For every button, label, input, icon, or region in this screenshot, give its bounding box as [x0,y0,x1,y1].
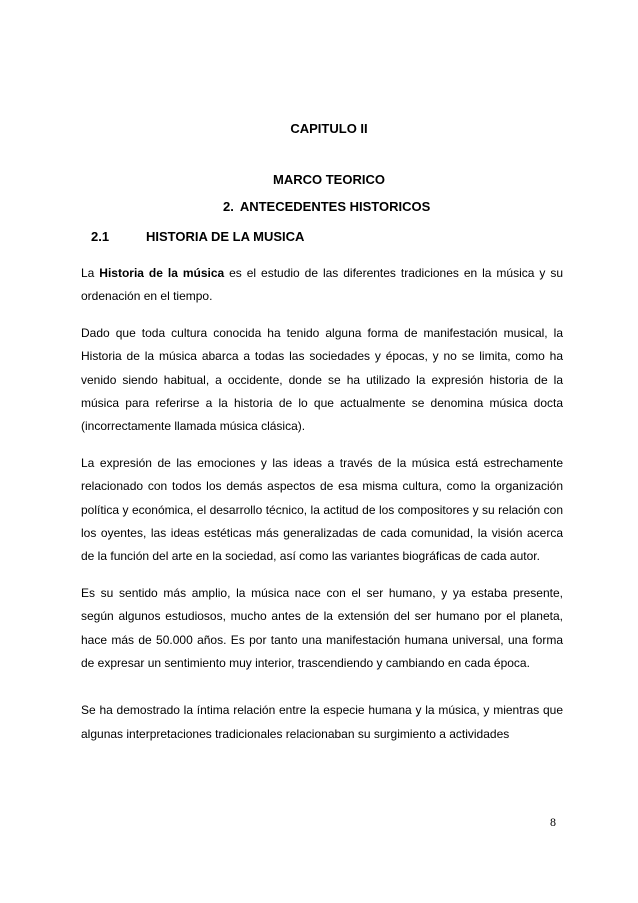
page-number: 8 [550,815,556,829]
section-heading [91,229,304,244]
paragraph-1-rest: es el estudio de las diferentes tradiciones en la música y su ordenación en el tiempo. [81,266,563,304]
paragraph-5: Se ha demostrado la íntima relación entre la especie humana y la música, y mientras que algunas interpretaciones tradicionales relacionaban su surgimiento a actividades [81,703,563,741]
section-title: HISTORIA DE LA MUSICA [146,229,305,244]
section-number: 2.1 [91,229,110,244]
numbered-heading-number: 2. [223,199,234,214]
body-text [81,262,563,759]
paragraph-2: Dado que toda cultura conocida ha tenido alguna forma de manifestación musical, la Historia de la música abarca a todas las sociedades y épocas, y no se limita, como ha venido siendo habitual, a occidente, donde se ha utilizado la expresión historia de la música para referirse a la historia de lo que actualmente se denomina música docta (incorrectamente llamada música clásica). [81,326,563,434]
paragraph-3: La expresión de las emociones y las ideas a través de la música está estrechamente relacionado con todos los demás aspectos de esa misma cultura, como la organización política y económica, el desarrollo técnico, la actitud de los compositores y su relación con los oyentes, las ideas estéticas más generalizadas de cada comunidad, la visión acerca de la función del arte en la sociedad, así como las variantes biográficas de cada autor. [81,456,563,564]
numbered-heading [223,199,430,214]
chapter-title: CAPITULO II [290,121,368,136]
paragraph-1-prefix: La [81,266,100,280]
paragraph-1-bold-term: Historia de la música [99,266,225,280]
paragraph-1 [81,262,563,309]
subtitle: MARCO TEORICO [273,172,385,187]
paragraph-4: Es su sentido más amplio, la música nace con el ser humano, y ya estaba presente, según algunos estudiosos, mucho antes de la extensión del ser humano por el planeta, hace más de 50.000 años. Es por tanto una manifestación humana universal, una forma de expresar un sentimiento muy interior, trascendiendo y cambiando en cada época. [81,586,563,670]
numbered-heading-text: ANTECEDENTES HISTORICOS [239,199,431,214]
